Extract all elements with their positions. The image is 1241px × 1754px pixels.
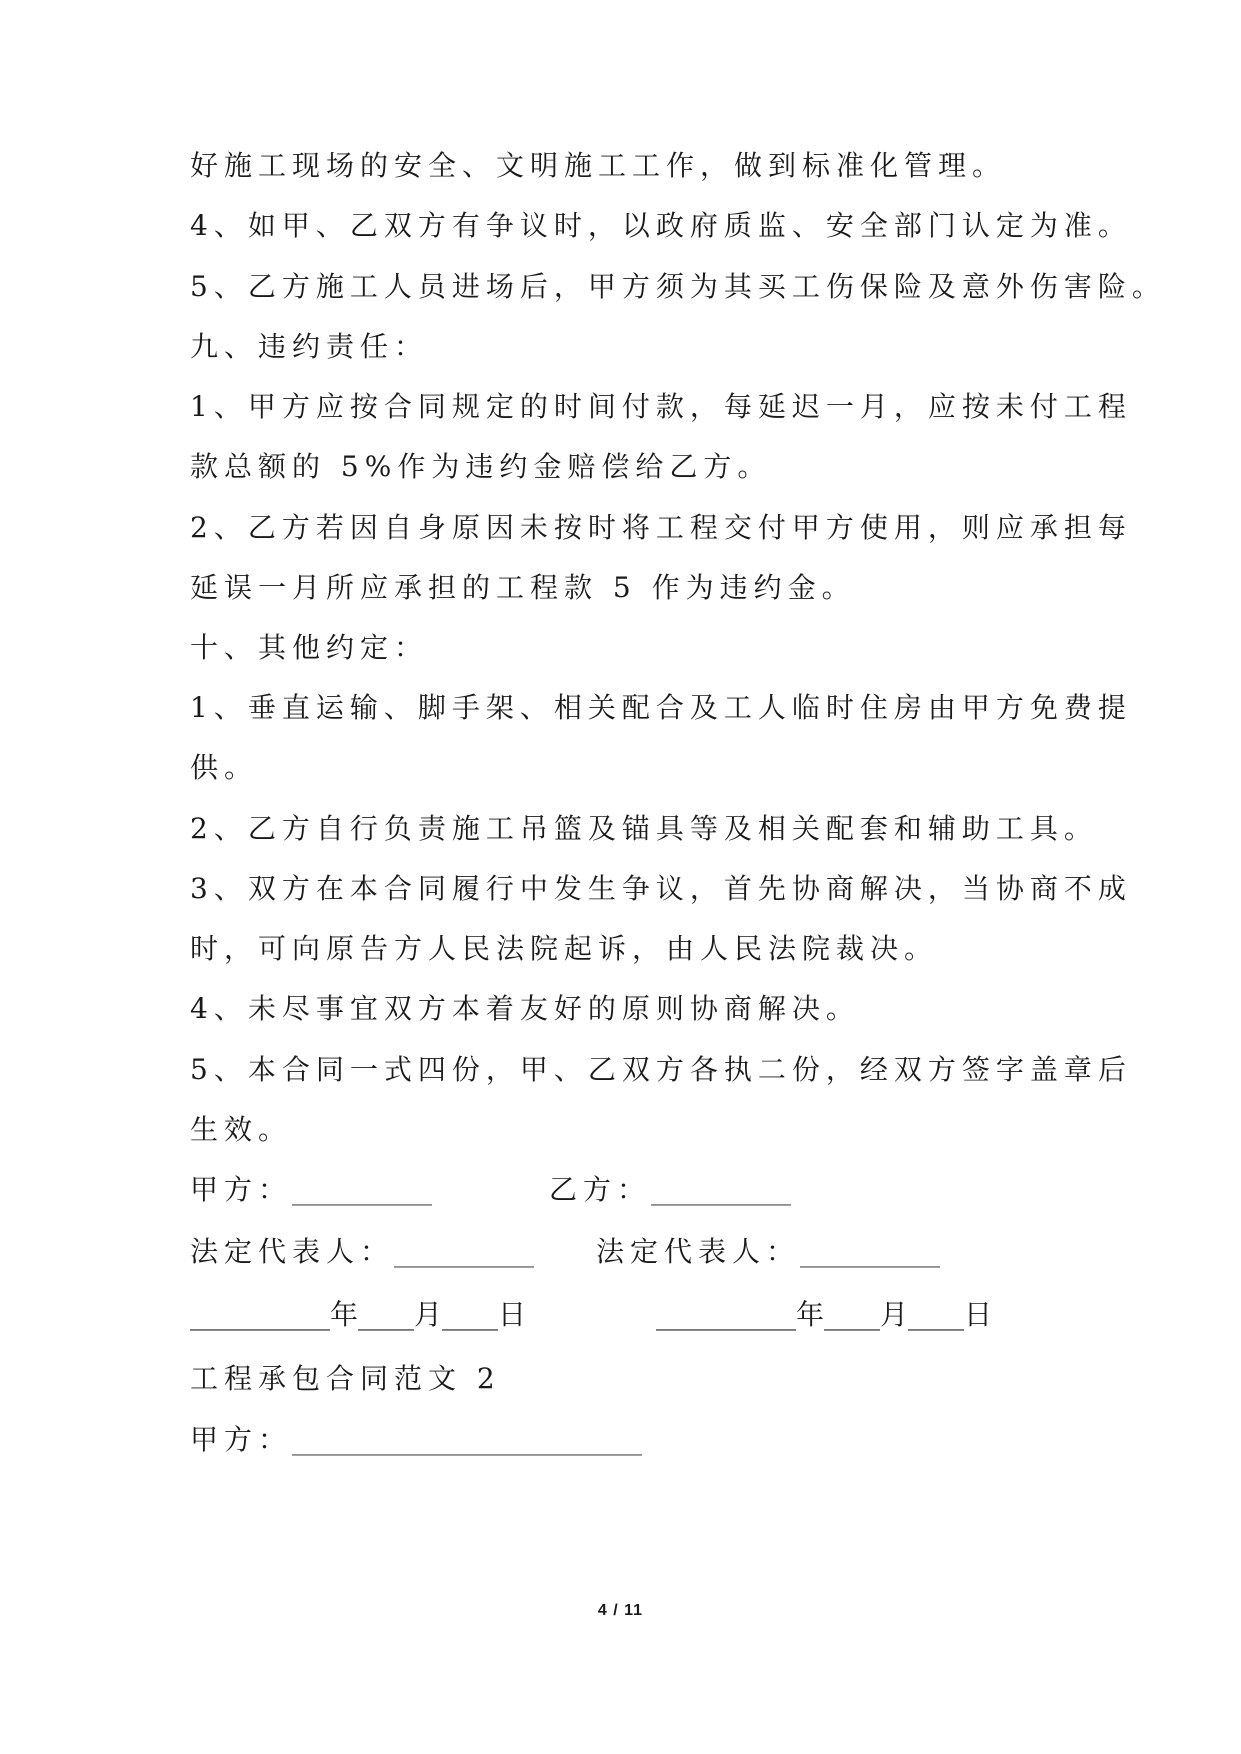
rep-a-blank: __________ <box>394 1235 535 1268</box>
next-party-a-label: 甲方： <box>190 1423 293 1456</box>
paragraph-line: 好施工现场的安全、文明施工工作，做到标准化管理。 <box>190 149 1007 182</box>
section-heading: 十、其他约定： <box>190 631 429 664</box>
paragraph-line: 2、乙方若因自身原因未按时将工程交付甲方使用，则应承担每 <box>190 511 1132 544</box>
paragraph-line: 供。 <box>190 751 259 784</box>
party-b-signature <box>549 1172 791 1208</box>
paragraph-line: 3、双方在本合同履行中发生争议，首先协商解决，当协商不成 <box>190 872 1132 905</box>
next-party-a-signature <box>190 1422 642 1458</box>
rep-b-blank: __________ <box>800 1235 941 1268</box>
paragraph-line: 时，可向原告方人民法院起诉，由人民法院裁决。 <box>190 932 939 965</box>
paragraph-line: 5、乙方施工人员进场后，甲方须为其买工伤保险及意外伤害险。 <box>190 270 1166 303</box>
rep-b-signature <box>596 1234 940 1270</box>
date-a: __________年____月____日 <box>190 1298 527 1331</box>
paragraph-line: 4、如甲、乙双方有争议时，以政府质监、安全部门认定为准。 <box>190 209 1132 242</box>
paragraph-line: 生效。 <box>190 1113 293 1146</box>
section-heading: 九、违约责任： <box>190 330 429 363</box>
paragraph-line: 延误一月所应承担的工程款 5 作为违约金。 <box>190 571 856 604</box>
party-a-label: 甲方： <box>190 1173 293 1206</box>
paragraph-line: 5、本合同一式四份，甲、乙双方各执二份，经双方签字盖章后 <box>190 1053 1132 1086</box>
party-b-blank: __________ <box>651 1173 792 1206</box>
next-party-a-blank: _________________________ <box>292 1423 643 1456</box>
page-number: 4 / 11 <box>597 1602 644 1619</box>
paragraph-line: 款总额的 5%作为违约金赔偿给乙方。 <box>190 450 772 483</box>
party-b-label: 乙方： <box>549 1173 652 1206</box>
paragraph-line: 2、乙方自行负责施工吊篮及锚具等及相关配套和辅助工具。 <box>190 812 1098 845</box>
paragraph-line: 4、未尽事宜双方本着友好的原则协商解决。 <box>190 992 860 1025</box>
date-b: __________年____月____日 <box>656 1298 993 1331</box>
rep-b-label: 法定代表人： <box>596 1235 801 1268</box>
party-a-blank: __________ <box>292 1173 433 1206</box>
party-a-signature <box>190 1172 432 1208</box>
section-title: 工程承包合同范文 2 <box>190 1362 501 1395</box>
paragraph-line: 1、甲方应按合同规定的时间付款，每延迟一月，应按未付工程 <box>190 390 1132 423</box>
paragraph-line: 1、垂直运输、脚手架、相关配合及工人临时住房由甲方免费提 <box>190 691 1132 724</box>
rep-a-label: 法定代表人： <box>190 1235 395 1268</box>
rep-a-signature <box>190 1234 534 1270</box>
